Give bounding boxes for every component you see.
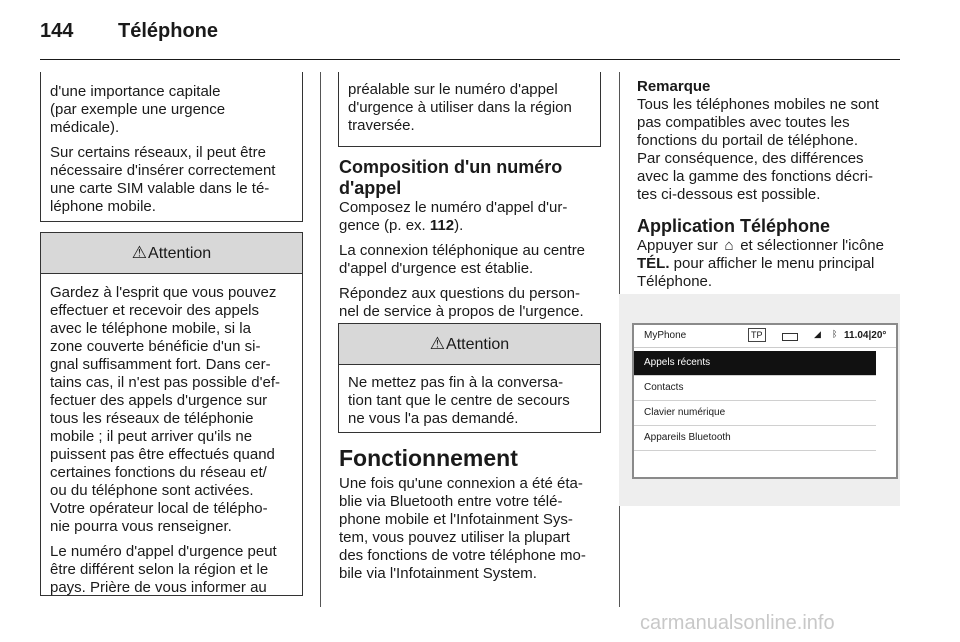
text-line: tains cas, il n'est pas possible d'ef-	[50, 374, 281, 391]
column-divider-1	[320, 72, 321, 607]
text-line: médicale).	[50, 119, 120, 136]
screen-status-bar	[634, 325, 896, 348]
emergency-number: 112	[429, 217, 455, 234]
text-line: des fonctions de votre téléphone mo-	[339, 547, 586, 564]
col2-text	[339, 157, 604, 328]
text-line: mobile ; il peut arriver qu'ils ne	[50, 428, 253, 445]
note-label: Remarque	[637, 78, 711, 95]
text-line: tem, vous pouvez utiliser la plupart	[339, 529, 570, 546]
text-line: gnal suffisamment fort. Dans cer-	[50, 356, 271, 373]
col2-p3	[339, 285, 604, 321]
col2-operation	[339, 444, 607, 590]
text-line: préalable sur le numéro d'appel	[348, 81, 558, 98]
text-line: Sur certains réseaux, il peut être	[50, 144, 266, 161]
attention-label: Attention	[446, 336, 510, 353]
text-line: (par exemple une urgence	[50, 101, 226, 118]
text-segment: et sélectionner l'icône	[736, 237, 884, 254]
text-line: ou du téléphone sont activées.	[50, 482, 254, 499]
text-line: Gardez à l'esprit que vous pouvez	[50, 284, 277, 301]
col2-p2	[339, 242, 604, 278]
text-line: certaines fonctions du réseau et/	[50, 464, 267, 481]
text-line: traversée.	[348, 117, 415, 134]
text-line: Par conséquence, des différences	[637, 150, 864, 167]
menu-item-bluetooth-devices[interactable]: Appareils Bluetooth	[634, 426, 876, 451]
text-line: nel de service à propos de l'urgence.	[339, 303, 584, 320]
col2-attention-box	[338, 323, 601, 433]
tel-label: TÉL.	[637, 255, 670, 272]
tp-badge: TP	[748, 328, 766, 342]
section-heading-application: Application Téléphone	[637, 216, 831, 236]
text-line: Téléphone.	[637, 273, 713, 290]
text-line: d'une importance capitale	[50, 83, 221, 100]
text-line: d'appel d'urgence est établie.	[339, 260, 534, 277]
col1-attention-p2	[50, 543, 293, 597]
text-line: fonctions du portail de téléphone.	[637, 132, 858, 149]
text-line: pays. Prière de vous informer au	[50, 579, 267, 596]
col2-continued-box	[338, 72, 601, 147]
text-line: être différent selon la région et le	[50, 561, 269, 578]
col3-text	[637, 78, 907, 298]
phone-menu-screen	[632, 323, 898, 479]
col1-box-p2	[50, 144, 293, 216]
text-line: léphone mobile.	[50, 198, 156, 215]
text-segment: pour afficher le menu principal	[669, 255, 875, 272]
text-line: avec le téléphone mobile, si la	[50, 320, 251, 337]
text-line: tous les réseaux de téléphonie	[50, 410, 254, 427]
heading-line: d'appel	[339, 178, 402, 198]
warning-icon: ⚠	[429, 334, 446, 353]
text-line: puissent pas être effectués quand	[50, 446, 275, 463]
text-line: Une fois qu'une connexion a été éta-	[339, 475, 583, 492]
text-line: Le numéro d'appel d'urgence peut	[50, 543, 277, 560]
col1-continued-box	[40, 72, 303, 222]
text-line: pas compatibles avec toutes les	[637, 114, 850, 131]
col2-p4	[339, 475, 607, 583]
attention-header	[41, 233, 302, 274]
text-line: fectuer des appels d'urgence sur	[50, 392, 268, 409]
col2-p1	[339, 199, 604, 235]
menu-item-recent-calls[interactable]: Appels récents	[634, 351, 876, 376]
page-number: 144	[40, 20, 74, 42]
text-line: blie via Bluetooth entre votre télé-	[339, 493, 563, 510]
col1-attention-p1	[50, 284, 293, 536]
signal-icon: ◢	[814, 329, 821, 339]
attention-label: Attention	[148, 245, 212, 262]
text-line: effectuer et recevoir des appels	[50, 302, 260, 319]
text-line: ne vous l'a pas demandé.	[348, 410, 519, 427]
text-line: tes ci-dessous est possible.	[637, 186, 821, 203]
note-text	[637, 96, 907, 204]
text-line: bile via l'Infotainment System.	[339, 565, 537, 582]
application-text	[637, 237, 907, 291]
screen-title: MyPhone	[644, 330, 687, 341]
section-heading-composition	[339, 157, 604, 199]
header-rule	[40, 59, 900, 60]
screen-clock: 11.04|20°	[844, 330, 887, 341]
attention-header	[339, 324, 600, 365]
text-line: Ne mettez pas fin à la conversa-	[348, 374, 564, 391]
battery-icon	[782, 333, 798, 341]
text-line: nie pourra vous renseigner.	[50, 518, 232, 535]
section-heading-fonctionnement: Fonctionnement	[339, 445, 518, 471]
text-line: zone couverte bénéficie d'un si-	[50, 338, 261, 355]
home-icon: ⌂	[724, 237, 734, 254]
menu-item-keypad[interactable]: Clavier numérique	[634, 401, 876, 426]
text-line: Répondez aux questions du person-	[339, 285, 580, 302]
text-line: Composez le numéro d'appel d'ur-	[339, 199, 568, 216]
text-line: phone mobile et l'Infotainment Sys-	[339, 511, 573, 528]
text-line: Tous les téléphones mobiles ne sont	[637, 96, 879, 113]
text-segment: ).	[454, 217, 464, 234]
text-segment: gence (p. ex.	[339, 217, 430, 234]
bluetooth-icon: ᛒ	[832, 329, 838, 339]
text-line: une carte SIM valable dans le té-	[50, 180, 270, 197]
heading-line: Composition d'un numéro	[339, 157, 563, 177]
text-line: avec la gamme des fonctions décri-	[637, 168, 873, 185]
text-line: La connexion téléphonique au centre	[339, 242, 586, 259]
text-line: nécessaire d'insérer correctement	[50, 162, 276, 179]
text-segment: Appuyer sur	[637, 237, 723, 254]
page-title: Téléphone	[118, 20, 219, 42]
text-line: d'urgence à utiliser dans la région	[348, 99, 572, 116]
text-line: tion tant que le centre de secours	[348, 392, 570, 409]
menu-item-contacts[interactable]: Contacts	[634, 376, 876, 401]
col1-box-p1	[50, 83, 293, 137]
text-line: Votre opérateur local de télépho-	[50, 500, 268, 517]
col1-attention-box	[40, 232, 303, 596]
warning-icon: ⚠	[131, 243, 148, 262]
watermark: carmanualsonline.info	[640, 612, 835, 634]
